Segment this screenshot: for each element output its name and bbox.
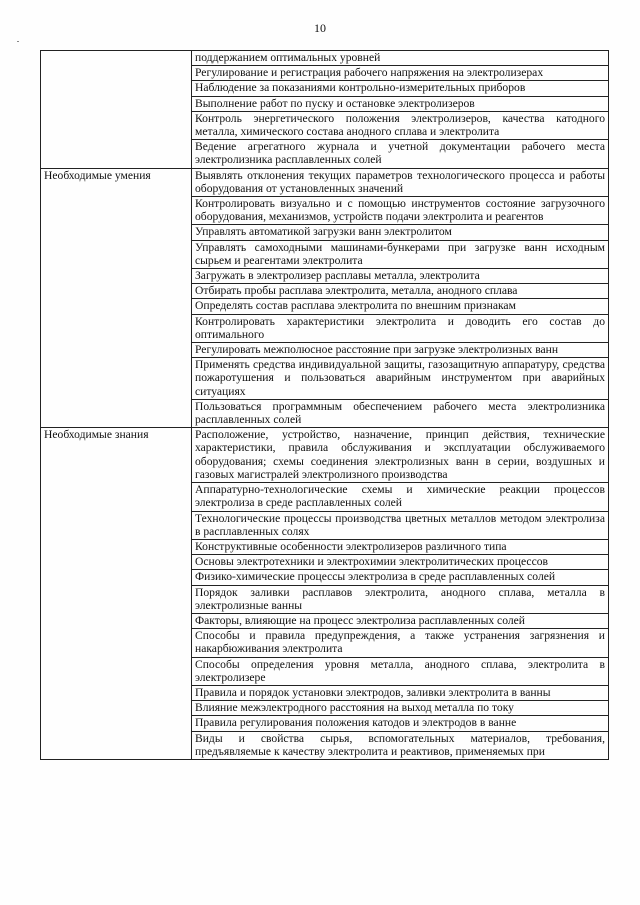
table-cell: Определять состав расплава электролита по внешним признакам <box>192 299 609 314</box>
table-cell: Контролировать характеристики электролита и доводить его состав до оптимального <box>192 314 609 342</box>
table-cell: Контроль энергетического положения электролизеров, качества катодного металла, химического состава анодного сплава и электролита <box>192 111 609 139</box>
table-cell: поддержанием оптимальных уровней <box>192 51 609 66</box>
table-cell: Регулирование и регистрация рабочего напряжения на электролизерах <box>192 66 609 81</box>
table-row <box>41 428 609 483</box>
table-cell: Порядок заливки расплавов электролита, анодного сплава, металла в электролизные ванны <box>192 585 609 613</box>
table-cell: Контролировать визуально и с помощью инструментов состояние загрузочного оборудования, механизмов, устройств подачи электролита и реагентов <box>192 197 609 225</box>
table-row <box>41 168 609 196</box>
table-cell: Выполнение работ по пуску и остановке электролизеров <box>192 96 609 111</box>
table-cell: Ведение агрегатного журнала и учетной документации рабочего места электролизника расплавленных солей <box>192 140 609 168</box>
table-row <box>41 51 609 66</box>
table-cell: Пользоваться программным обеспечением рабочего места электролизника расплавленных солей <box>192 399 609 427</box>
table-cell: Применять средства индивидуальной защиты, газозащитную аппаратуру, средства пожаротушения и пользоваться аварийным инструментом при аварийных ситуациях <box>192 358 609 400</box>
table-cell: Технологические процессы производства цветных металлов методом электролиза в расплавленных солях <box>192 511 609 539</box>
table-cell: Виды и свойства сырья, вспомогательных материалов, требования, предъявляемые к качеству электролита и реактивов, применяемых при <box>192 731 609 759</box>
table-cell: Расположение, устройство, назначение, принцип действия, технические характеристики, правила обслуживания и эксплуатации обслуживаемого оборудования; схемы соединения электролизных ванн в серии, воздушных и газовых магистралей электролизного производства <box>192 428 609 483</box>
table-cell: Факторы, влияющие на процесс электролиза расплавленных солей <box>192 613 609 628</box>
table-cell: Управлять автоматикой загрузки ванн электролитом <box>192 225 609 240</box>
table-cell: Влияние межэлектродного расстояния на выход металла по току <box>192 701 609 716</box>
table-cell: Выявлять отклонения текущих параметров технологического процесса и работы оборудования от установленных значений <box>192 168 609 196</box>
table-cell: Наблюдение за показаниями контрольно-измерительных приборов <box>192 81 609 96</box>
table-cell: Отбирать пробы расплава электролита, металла, анодного сплава <box>192 284 609 299</box>
skills-label: Необходимые умения <box>41 168 192 428</box>
table-cell: Управлять самоходными машинами-бункерами при загрузке ванн исходным сырьем и реагентами электролита <box>192 240 609 268</box>
table-cell: Регулировать межполюсное расстояние при загрузке электролизных ванн <box>192 343 609 358</box>
knowledge-label: Необходимые знания <box>41 428 192 760</box>
table-cell: Физико-химические процессы электролиза в среде расплавленных солей <box>192 570 609 585</box>
table-cell: Загружать в электролизер расплавы металла, электролита <box>192 269 609 284</box>
table-cell: Аппаратурно-технологические схемы и химические реакции процессов электролиза в среде расплавленных солей <box>192 483 609 511</box>
table-cell: Способы и правила предупреждения, а также устранения загрязнения и накарбюживания электролита <box>192 629 609 657</box>
margin-mark <box>17 41 19 42</box>
table-cell: Способы определения уровня металла, анодного сплава, электролита в электролизере <box>192 657 609 685</box>
table-cell: Основы электротехники и электрохимии электролитических процессов <box>192 555 609 570</box>
requirements-table <box>40 50 609 760</box>
table-cell: Конструктивные особенности электролизеров различного типа <box>192 539 609 554</box>
table-cell: Правила регулирования положения катодов и электродов в ванне <box>192 716 609 731</box>
continued-label-cell <box>41 51 192 169</box>
table-cell: Правила и порядок установки электродов, заливки электролита в ванны <box>192 685 609 700</box>
page-number: 10 <box>314 21 326 35</box>
